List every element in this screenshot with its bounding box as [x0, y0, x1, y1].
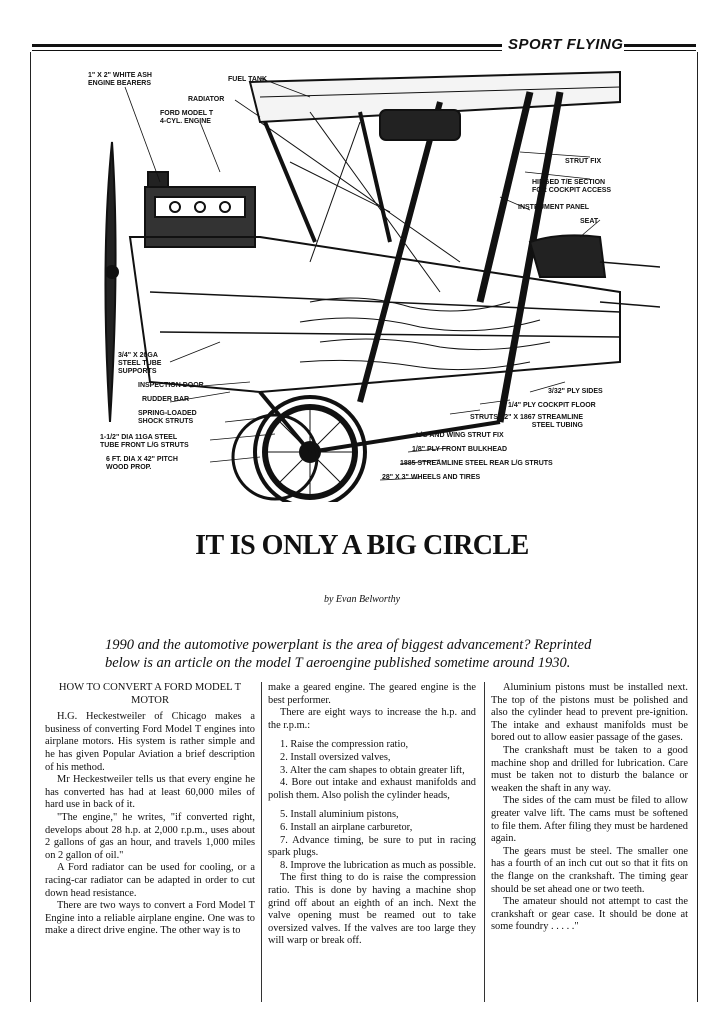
page-frame-right: [697, 52, 698, 1002]
header-rule: [32, 44, 502, 47]
aircraft-cutaway-drawing: [60, 62, 660, 502]
column-rule-2: [484, 682, 485, 1002]
callout-cockpit-floor: 1/4" PLY COCKPIT FLOOR: [508, 402, 596, 409]
callout-inspection-door: INSPECTION DOOR: [138, 382, 204, 389]
list-item: 6. Install an airplane carburetor,: [280, 821, 413, 833]
paragraph: The amateur should not attempt to cast the crankshaft or gear case. It should be done at some foundry . . . . .": [491, 896, 688, 933]
column-heading: HOW TO CONVERT A FORD MODEL T MOTOR: [58, 682, 242, 706]
callout-fuel-tank: FUEL TANK: [228, 76, 268, 83]
article-intro: 1990 and the automotive powerplant is the area of biggest advancement? Reprinted below is an article on the model T aeroengine published sometime around 1930.: [105, 637, 592, 671]
callout-rudder-bar: RUDDER BAR: [142, 396, 190, 403]
callout-rear-lg-struts: 1885 STREAMLINE STEEL REAR L/G STRUTS: [400, 460, 553, 467]
callout-engine: FORD MODEL T 4-CYL. ENGINE: [160, 110, 214, 125]
paragraph: Aluminium pistons must be installed next. The top of the pistons must be polished and also the cylinder head to prevent pre-ignition. The intake and exhaust manifolds must be bored out to allow easier passage of the gases.: [491, 682, 688, 744]
paragraph: "The engine," he writes, "if converted right, develops about 28 h.p. at 2,000 r.p.m., uses about 2 gallons of gas an hour, and travels 1,000 miles on 2 gallon of oil.": [45, 811, 255, 861]
callout-wing-strut-fix: L/G AND WING STRUT FIX: [416, 432, 504, 439]
callout-instrument-panel: INSTRUMENT PANEL: [518, 204, 590, 211]
callout-radiator: RADIATOR: [188, 96, 225, 103]
article-byline: by Evan Belworthy: [323, 594, 401, 605]
callout-steel-tube: 3/4" X 20GA STEEL TUBE SUPPORTS: [118, 352, 162, 375]
paragraph: The gears must be steel. The smaller one has a fourth of an inch cut out so that it fits on the flange on the crankshaft. The timing gear should be set ahead one or two teeth.: [491, 845, 688, 895]
header-rule-right: [624, 44, 696, 47]
list-item: 5. Install aluminium pistons,: [280, 809, 399, 821]
callout-shock-struts: SPRING-LOADED SHOCK STRUTS: [138, 410, 197, 425]
article-headline: IT IS ONLY A BIG CIRCLE: [195, 530, 529, 561]
section-title: SPORT FLYING: [508, 36, 624, 53]
paragraph: The sides of the cam must be filed to allow greater valve lift. The cams must be softened to file them. After filing they must be hardened again.: [491, 795, 688, 845]
callout-ply-sides: 3/32" PLY SIDES: [548, 388, 603, 395]
paragraph: make a geared engine. The geared engine is the best performer.: [268, 682, 476, 706]
list-item: 4. Bore out intake and exhaust manifolds and polish them. Also polish the cylinder heads,: [268, 777, 476, 801]
article-column-2: [268, 682, 476, 948]
article-column-3: [491, 682, 688, 934]
paragraph: There are eight ways to increase the h.p. and the r.p.m.:: [268, 707, 476, 731]
callout-hinged-te: HINGED T/E SECTION FOR COCKPIT ACCESS: [532, 179, 612, 194]
callout-front-bulkhead: 1/8" PLY FRONT BULKHEAD: [412, 446, 508, 453]
paragraph: Mr Heckestweiler tells us that every engine he has converted has had at least 60,000 miles of hard use in back of it.: [45, 774, 255, 811]
list-item: 8. Improve the lubrication as much as possible.: [280, 859, 476, 871]
callout-front-lg-struts: 1-1/2" DIA 11GA STEEL TUBE FRONT L/G STRUTS: [100, 434, 189, 449]
list-item: 2. Install oversized valves,: [280, 751, 391, 763]
header-rule-right-thin: [624, 50, 696, 51]
header-rule-thin: [32, 50, 502, 51]
list-item: 7. Advance timing, be sure to put in racing spark plugs.: [268, 834, 476, 859]
callout-seat: SEAT: [580, 218, 599, 225]
page-frame-left: [30, 52, 31, 1002]
paragraph: H.G. Heckestweiler of Chicago makes a business of converting Ford Model T engines into airplane motors. His system is rather simple and he has given Popular Aviation a brief description of his method.: [45, 711, 255, 773]
callout-engine-bearers: 1" X 2" WHITE ASH ENGINE BEARERS: [88, 72, 152, 87]
callout-streamline-tubing: STRUTS - 2" X 1867 STREAMLINE STEEL TUBING: [470, 414, 584, 429]
list-item: 3. Alter the cam shapes to obtain greater lift,: [280, 764, 465, 776]
callout-prop: 6 FT. DIA X 42" PITCH WOOD PROP.: [106, 456, 178, 471]
list-item: 1. Raise the compression ratio,: [280, 739, 409, 751]
paragraph: The first thing to do is raise the compression ratio. This is done by having a machine shop grind off about an eighth of an inch. Next the valve opening must be reamed out to take oversized valves. If the valves are too large they will warp or break off.: [268, 872, 476, 947]
callout-wheels: 28" X 3" WHEELS AND TIRES: [382, 474, 481, 481]
paragraph: There are two ways to convert a Ford Model T Engine into a reliable airplane engine. One was to make a direct drive engine. The other way is to: [45, 900, 255, 937]
column-rule-1: [261, 682, 262, 1002]
article-column-1: [45, 682, 255, 938]
paragraph: A Ford radiator can be used for cooling, or a racing-car radiator can be adapted in order to cut down head resistance.: [45, 862, 255, 899]
paragraph: The crankshaft must be taken to a good machine shop and drilled for lubrication. Care must be taken not to disturb the balance or weaken the shaft in any way.: [491, 744, 688, 794]
callout-strut-fix: STRUT FIX: [565, 158, 602, 165]
